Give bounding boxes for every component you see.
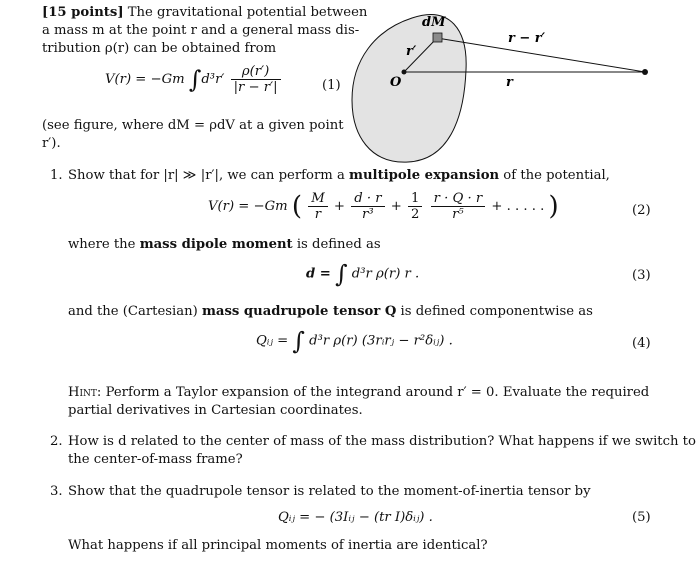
hint-line-1 xyxy=(68,384,649,402)
item-3-line: Show that the quadrupole tensor is related to the moment-of-inertia tensor by xyxy=(68,484,591,499)
item-3-question: What happens if all principal moments of inertia are identical? xyxy=(68,538,488,553)
equation-5: Qᵢⱼ = − (3Iᵢⱼ − (tr I)δᵢⱼ) . xyxy=(278,510,433,525)
label-dM: dM xyxy=(422,15,446,30)
eq1-d3r: d³r′ xyxy=(201,72,225,87)
item-1-text-bold: multipole expansion xyxy=(349,168,500,183)
hint-label: Hint: xyxy=(68,385,102,400)
item-1-text xyxy=(68,167,610,185)
field-point xyxy=(642,69,648,75)
points-label: [15 points] xyxy=(42,5,124,20)
eq2-paren-close: ) xyxy=(548,191,559,222)
mass-distribution-figure xyxy=(340,0,680,170)
eq2-term1 xyxy=(308,191,328,222)
eq4-lhs: Qᵢⱼ = xyxy=(256,333,289,349)
eq2-term3-coef xyxy=(408,191,422,222)
equation-3 xyxy=(306,260,419,288)
eq2-t3-coef-den: 2 xyxy=(410,207,420,222)
eq1-fraction xyxy=(231,64,281,95)
eq2-t1-den: r xyxy=(314,207,322,222)
eq2-tail: + . . . . . xyxy=(491,199,545,214)
item-3-number: 3. xyxy=(50,484,63,499)
mass-blob xyxy=(352,15,466,163)
quadrupole-definition-line xyxy=(68,303,593,321)
intro-line-3: tribution ρ(r) can be obtained from xyxy=(42,41,277,56)
hint-line-2: partial derivatives in Cartesian coordinates. xyxy=(68,403,363,418)
label-r-minus-r-prime: r − r′ xyxy=(508,31,546,46)
eq4-number: (4) xyxy=(632,336,651,351)
eq3-lhs: d = xyxy=(306,266,331,282)
eq2-number: (2) xyxy=(632,203,651,218)
note-line-1: (see figure, where dM = ρdV at a given point xyxy=(42,118,344,133)
quad-post: is defined componentwise as xyxy=(396,304,593,319)
origin-point xyxy=(402,70,407,75)
eq2-plus-2: + xyxy=(390,199,402,214)
eq2-t1-num: M xyxy=(308,191,328,207)
label-origin: O xyxy=(390,75,402,90)
eq4-integral: ∫ xyxy=(292,327,305,355)
intro-text-1: The gravitational potential between xyxy=(127,5,368,20)
eq2-plus-1: + xyxy=(333,199,345,214)
dipole-bold: mass dipole moment xyxy=(139,237,293,252)
item-1-number: 1. xyxy=(50,168,63,183)
item-1-text-pre: Show that for |r| ≫ |r′|, we can perform a xyxy=(68,168,350,183)
eq1-lhs: V(r) = −Gm xyxy=(105,72,185,87)
eq2-paren-open: ( xyxy=(291,191,302,222)
eq1-denominator: |r − r′| xyxy=(233,80,278,95)
dm-square xyxy=(433,33,442,42)
eq3-body: d³r ρ(r) r . xyxy=(351,266,420,282)
dipole-definition-line xyxy=(68,236,381,254)
quad-pre: and the (Cartesian) xyxy=(68,304,202,319)
item-2-number: 2. xyxy=(50,434,63,449)
intro-line-2: a mass m at the point r and a general mass dis- xyxy=(42,23,360,38)
dipole-post: is defined as xyxy=(292,237,381,252)
dipole-pre: where the xyxy=(68,237,140,252)
eq1-number: (1) xyxy=(322,78,341,93)
quad-bold: mass quadrupole tensor Q xyxy=(201,304,397,319)
eq2-t3-den: r⁵ xyxy=(452,207,464,222)
equation-4 xyxy=(256,327,453,355)
item-2-line-1: How is d related to the center of mass of the mass distribution? What happens if we switch to xyxy=(68,434,696,449)
eq3-number: (3) xyxy=(632,268,651,283)
hint-text-1: Perform a Taylor expansion of the integrand around r′ = 0. Evaluate the required xyxy=(101,385,650,400)
eq2-term2 xyxy=(351,191,384,222)
eq2-lhs: V(r) = −Gm xyxy=(208,199,288,214)
eq2-t2-num: d · r xyxy=(351,191,384,207)
equation-2 xyxy=(208,191,559,222)
equation-1 xyxy=(105,64,283,95)
eq2-t3-coef-num: 1 xyxy=(408,191,422,207)
eq4-body: d³r ρ(r) (3rᵢrⱼ − r²δᵢⱼ) . xyxy=(309,333,453,349)
eq5-number: (5) xyxy=(632,510,651,525)
note-line-2: r′). xyxy=(42,136,61,151)
eq1-numerator: ρ(r′) xyxy=(231,64,281,80)
eq2-term3 xyxy=(431,191,486,222)
item-1-text-post: of the potential, xyxy=(499,168,610,183)
integral-sign: ∫ xyxy=(188,65,202,94)
eq2-t2-den: r³ xyxy=(362,207,374,222)
intro-line-1 xyxy=(42,4,367,22)
eq2-t3-num: r · Q · r xyxy=(431,191,486,207)
label-r-prime: r′ xyxy=(406,44,417,59)
eq3-integral: ∫ xyxy=(335,260,348,288)
label-r: r xyxy=(506,75,513,90)
item-2-line-2: the center-of-mass frame? xyxy=(68,452,243,467)
